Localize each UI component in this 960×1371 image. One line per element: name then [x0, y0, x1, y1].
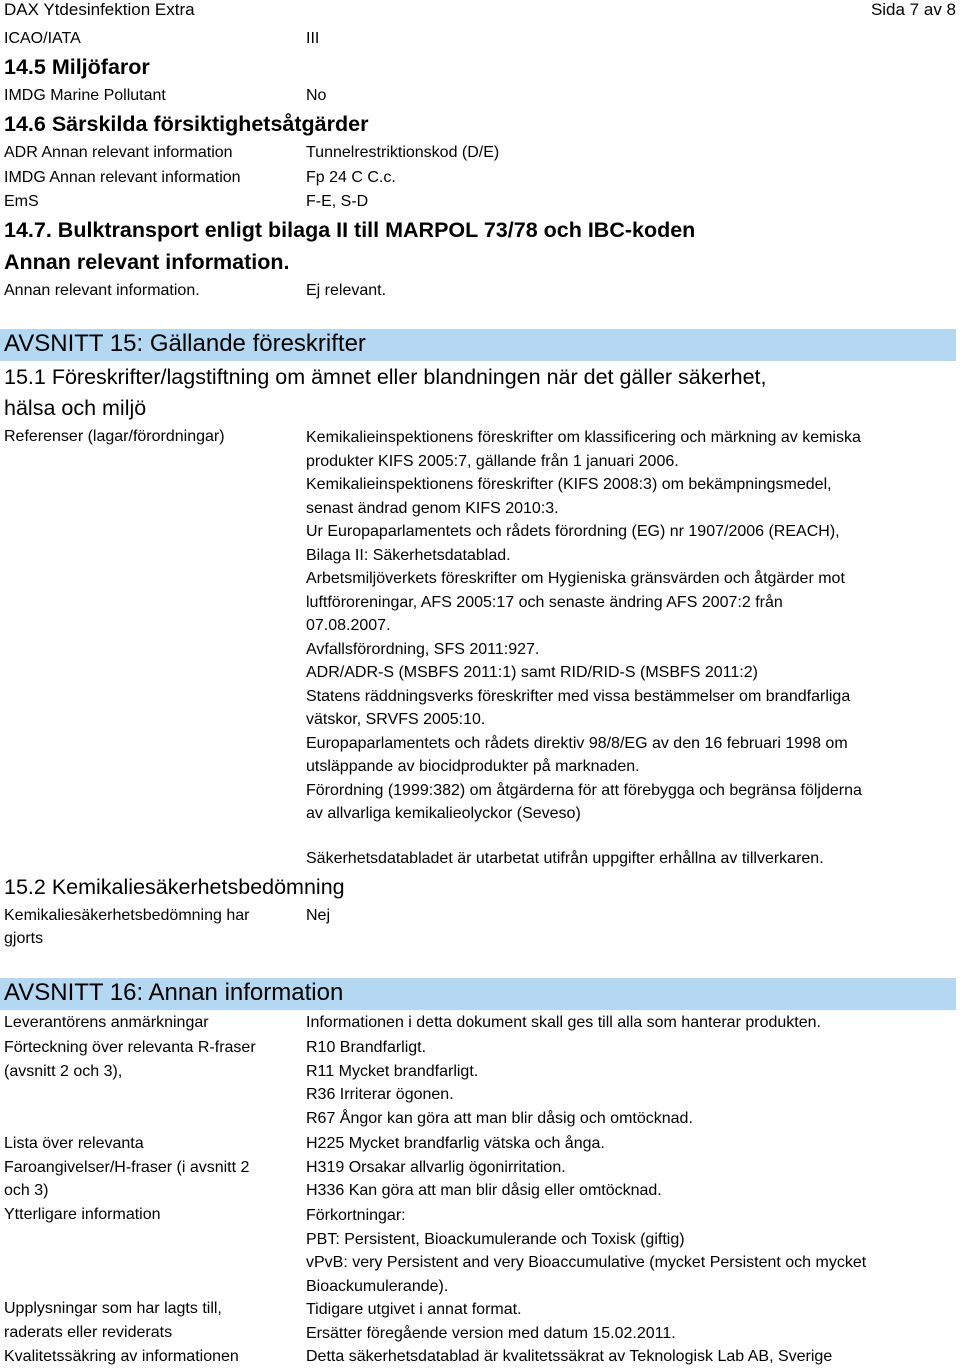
updates-label-line1: Upplysningar som har lagts till, [4, 1300, 222, 1317]
imdg-label: IMDG Annan relevant information [4, 169, 241, 186]
r-phrase-line: R36 Irriterar ögonen. [306, 1086, 454, 1103]
r-phrases-list [306, 1036, 693, 1130]
adr-value: Tunnelrestriktionskod (D/E) [306, 144, 500, 161]
section-15-band [0, 329, 956, 361]
supplier-note: Säkerhetsdatabladet är utarbetat utifrån uppgifter erhållna av tillverkaren. [306, 850, 824, 867]
updates-label-line2: raderats eller reviderats [4, 1324, 173, 1341]
reference-line: Statens räddningsverks föreskrifter med vissa bestämmelser om brandfarliga [306, 687, 851, 705]
reference-line: Arbetsmiljöverkets föreskrifter om Hygieniska gränsvärden och åtgärder mot [306, 570, 845, 587]
h-phrases-label [4, 1132, 249, 1203]
reference-line: av allvarliga kemikalieolyckor (Seveso) [306, 805, 581, 822]
ems-value: F-E, S-D [306, 193, 369, 210]
h-phrase-line: H319 Orsakar allvarlig ögonirritation. [306, 1158, 566, 1176]
reference-line: senast ändrad genom KIFS 2010:3. [306, 499, 559, 517]
section-15-title: AVSNITT 15: Gällande föreskrifter [4, 330, 366, 357]
annan-label: Annan relevant information. [4, 282, 200, 299]
heading-15-1-line1: 15.1 Föreskrifter/lagstiftning om ämnet eller blandningen när det gäller säkerhet, [4, 365, 767, 389]
h-phrases-label-line: Faroangivelser/H-fraser (i avsnitt 2 [4, 1158, 250, 1176]
heading-14-5: 14.5 Miljöfaror [4, 55, 150, 79]
heading-15-1-line2: hälsa och miljö [4, 396, 147, 420]
extra-info-list [306, 1204, 866, 1298]
reference-line: Bilaga II: Säkerhetsdatablad. [306, 546, 511, 564]
page-number: Sida 7 av 8 [870, 0, 956, 19]
quality-value: Detta säkerhetsdatablad är kvalitetssäkrat av Teknologisk Lab AB, Sverige [306, 1348, 833, 1365]
extra-info-line: PBT: Persistent, Bioackumulerande och Toxisk (giftig) [306, 1230, 685, 1248]
section-16-band [0, 978, 956, 1010]
updates-list [306, 1298, 676, 1345]
csa-label-line1: Kemikaliesäkerhetsbedömning har [4, 907, 250, 924]
update-line: Ersätter föregående version med datum 15.02.2011. [306, 1324, 676, 1342]
supplier-remarks-value: Informationen i detta dokument skall ges till alla som hanterar produkten. [306, 1014, 821, 1031]
extra-info-label: Ytterligare information [4, 1206, 161, 1223]
h-phrase-line: H336 Kan göra att man blir dåsig eller omtöcknad. [306, 1182, 662, 1199]
reference-line: Ur Europaparlamentets och rådets förordning (EG) nr 1907/2006 (REACH), [306, 523, 840, 540]
references-label: Referenser (lagar/förordningar) [4, 428, 225, 445]
imdg-value: Fp 24 C C.c. [306, 169, 396, 186]
r-phrase-line: R67 Ångor kan göra att man blir dåsig och omtöcknad. [306, 1109, 693, 1127]
reference-line: utsläppande av biocidprodukter på marknaden. [306, 758, 640, 775]
adr-label: ADR Annan relevant information [4, 144, 233, 161]
document-title: DAX Ytdesinfektion Extra [4, 0, 195, 19]
reference-line: Europaparlamentets och rådets direktiv 98/8/EG av den 16 februari 1998 om [306, 734, 848, 752]
reference-line: Kemikalieinspektionens föreskrifter om klassificering och märkning av kemiska [306, 429, 861, 446]
update-line: Tidigare utgivet i annat format. [306, 1301, 522, 1318]
ems-label: EmS [4, 193, 39, 210]
h-phrases-label-line: och 3) [4, 1182, 49, 1199]
extra-info-line: Förkortningar: [306, 1207, 406, 1224]
imdg-pollutant-label: IMDG Marine Pollutant [4, 87, 166, 104]
csa-value: Nej [306, 907, 331, 924]
heading-14-7: 14.7. Bulktransport enligt bilaga II till MARPOL 73/78 och IBC-koden [4, 218, 696, 242]
r-phrases-label-line1: Förteckning över relevanta R-fraser [4, 1039, 256, 1056]
reference-line: Avfallsförordning, SFS 2011:927. [306, 640, 540, 658]
heading-14-6: 14.6 Särskilda försiktighetsåtgärder [4, 112, 369, 136]
r-phrase-line: R11 Mycket brandfarligt. [306, 1062, 479, 1080]
reference-line: produkter KIFS 2005:7, gällande från 1 januari 2006. [306, 452, 679, 470]
csa-label-line2: gjorts [4, 930, 44, 947]
icao-value: III [306, 30, 320, 47]
reference-line: 07.08.2007. [306, 617, 391, 634]
extra-info-line: Bioackumulerande). [306, 1277, 449, 1295]
reference-line: Förordning (1999:382) om åtgärderna för att förebygga och begränsa följderna [306, 781, 862, 799]
icao-label: ICAO/IATA [4, 30, 81, 47]
reference-line: vätskor, SRVFS 2005:10. [306, 711, 486, 728]
heading-14-7-sub: Annan relevant information. [4, 250, 290, 274]
references-list [306, 426, 862, 826]
h-phrase-line: H225 Mycket brandfarlig vätska och ånga. [306, 1135, 605, 1152]
heading-15-2: 15.2 Kemikaliesäkerhetsbedömning [4, 875, 345, 899]
reference-line: Kemikalieinspektionens föreskrifter (KIFS 2008:3) om bekämpningsmedel, [306, 476, 832, 493]
r-phrase-line: R10 Brandfarligt. [306, 1039, 427, 1056]
supplier-remarks-label: Leverantörens anmärkningar [4, 1014, 209, 1031]
h-phrases-list [306, 1132, 662, 1203]
quality-label: Kvalitetssäkring av informationen [4, 1348, 239, 1365]
annan-value: Ej relevant. [306, 282, 387, 299]
h-phrases-label-line: Lista över relevanta [4, 1135, 144, 1152]
reference-line: luftföroreningar, AFS 2005:17 och senaste ändring AFS 2007:2 från [306, 593, 783, 611]
section-16-title: AVSNITT 16: Annan information [4, 979, 344, 1006]
r-phrases-label-line2: (avsnitt 2 och 3), [4, 1063, 123, 1080]
extra-info-line: vPvB: very Persistent and very Bioaccumulative (mycket Persistent och mycket [306, 1254, 867, 1271]
imdg-pollutant-value: No [306, 87, 327, 104]
reference-line: ADR/ADR-S (MSBFS 2011:1) samt RID/RID-S (MSBFS 2011:2) [306, 664, 758, 681]
